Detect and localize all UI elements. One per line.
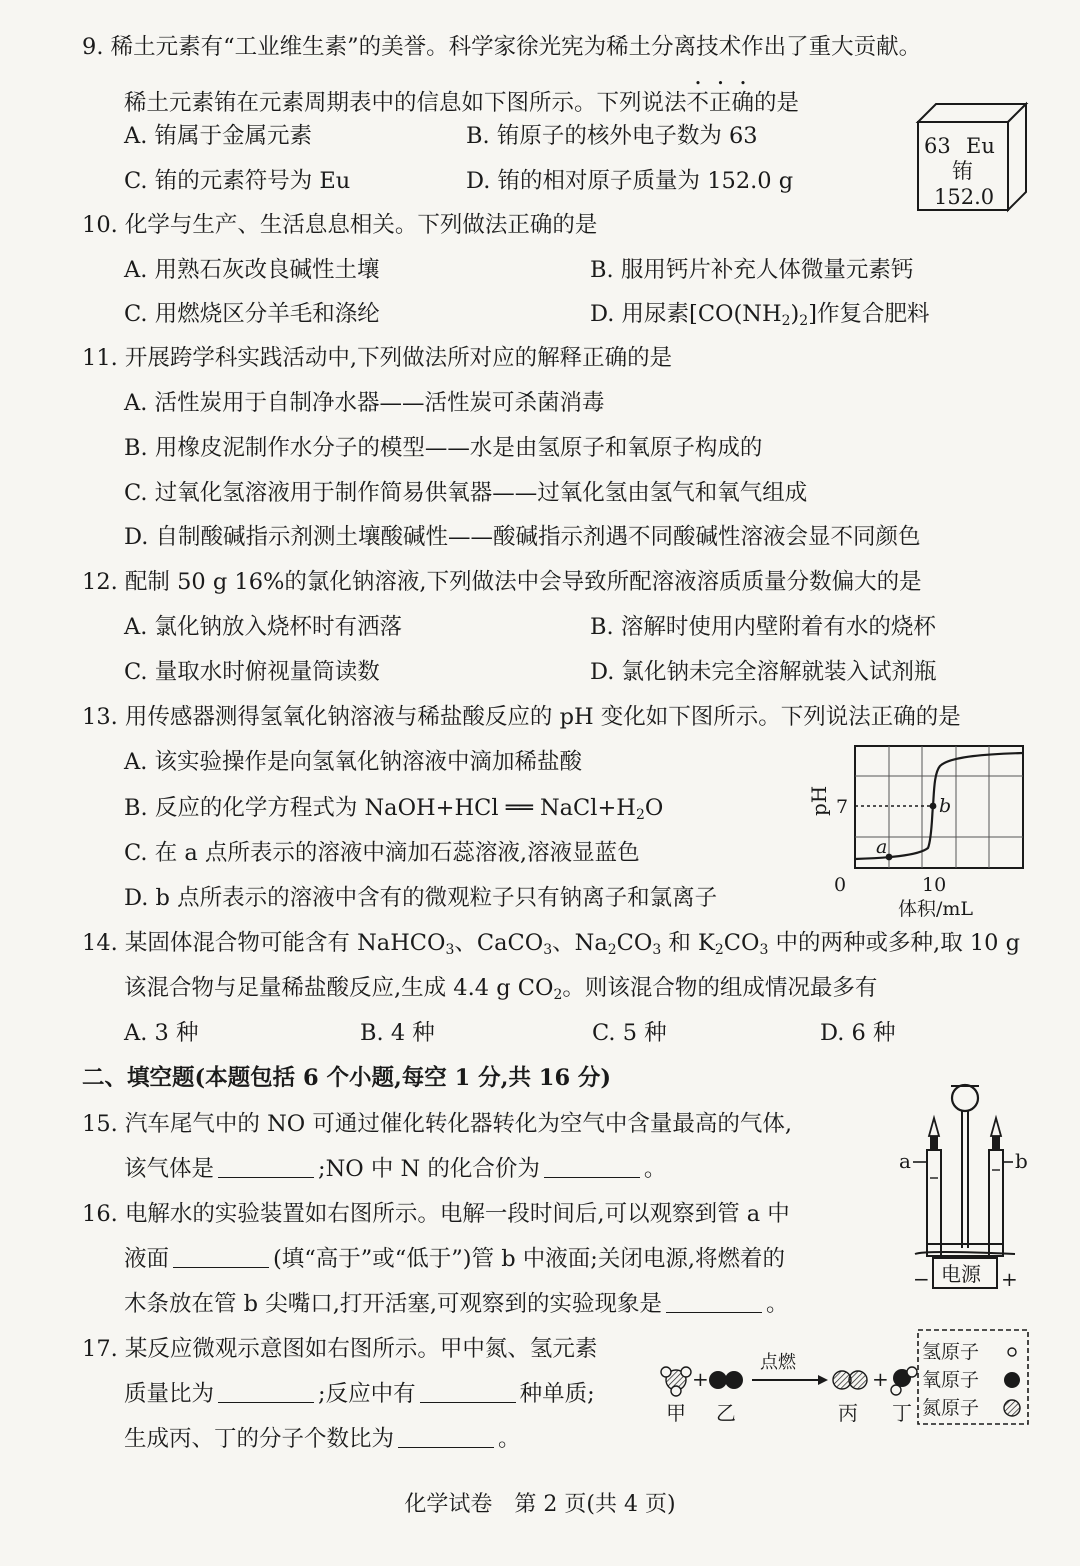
q10-option-b: B. 服用钙片补充人体微量元素钙 <box>590 257 914 283</box>
molecule-yi <box>709 1371 743 1389</box>
point-b-label: b <box>939 795 952 817</box>
q17-l3-text: 生成丙、丁的分子个数比为 <box>124 1426 395 1452</box>
q14-option-d: D. 6 种 <box>820 1020 896 1046</box>
q16-l3-text: 木条放在管 b 尖嘴口,打开活塞,可观察到的实验现象是 <box>124 1291 663 1317</box>
tube-a-label: a <box>899 1149 911 1173</box>
point-a-label: a <box>876 836 888 858</box>
q10-d-sub: 2 <box>781 313 791 329</box>
y-tick-7: 7 <box>836 796 849 818</box>
minus-sign: − <box>913 1267 930 1291</box>
q14-l1-text: 14. 某固体混合物可能含有 NaHCO <box>82 930 446 956</box>
q14-l2-sub: 2 <box>553 987 563 1003</box>
q10-d-text: D. 用尿素[CO(NH <box>590 301 782 327</box>
q14-line2 <box>124 973 877 1003</box>
q16-l2-text: 液面 <box>124 1246 170 1272</box>
q13-option-a: A. 该实验操作是向氢氧化钠溶液中滴加稀盐酸 <box>124 749 583 775</box>
legend-hydrogen: 氢原子 <box>922 1341 980 1363</box>
q9-line2-text: 稀土元素铕在元素周期表中的信息如下图所示。下列说法 <box>124 90 687 116</box>
q17-line1: 17. 某反应微观示意图如右图所示。甲中氮、氢元素 <box>82 1336 598 1362</box>
q17-blank-2[interactable] <box>420 1382 516 1403</box>
q17-line3 <box>124 1424 521 1454</box>
q16-line2 <box>124 1244 785 1274</box>
q16-blank-2[interactable] <box>666 1292 762 1313</box>
q14-sub4: 3 <box>652 942 662 958</box>
element-symbol: Eu <box>966 134 995 158</box>
x-axis-label: 体积/mL <box>898 898 974 920</box>
label-ding: 丁 <box>892 1401 912 1425</box>
q10-option-a: A. 用熟石灰改良碱性土壤 <box>124 257 380 283</box>
legend-oxygen: 氧原子 <box>922 1369 980 1391</box>
molecule-bing <box>833 1371 867 1389</box>
q10-option-d <box>590 299 929 329</box>
q11-option-d: D. 自制酸碱指示剂测土壤酸碱性——酸碱指示剂遇不同酸碱性溶液会显不同颜色 <box>124 524 921 550</box>
q14-sub5: 2 <box>714 942 724 958</box>
q17-line2 <box>124 1379 595 1409</box>
y-axis-label: pH <box>807 785 831 816</box>
q12-option-b: B. 溶解时使用内壁附着有水的烧杯 <box>590 614 936 640</box>
ph-curve-chart <box>800 738 1035 923</box>
q13-option-d: D. b 点所表示的溶液中含有的微观粒子只有钠离子和氯离子 <box>124 885 718 911</box>
label-yi: 乙 <box>716 1401 736 1425</box>
label-bing: 丙 <box>838 1401 858 1425</box>
q15-line1: 15. 汽车尾气中的 NO 可通过催化转化器转化为空气中含量最高的气体, <box>82 1111 793 1137</box>
q14-l1-text4: CO <box>616 930 653 956</box>
power-label: 电源 <box>941 1262 981 1286</box>
q14-line1 <box>82 928 1020 958</box>
q17-l2-text: 质量比为 <box>124 1381 215 1407</box>
q15-blank-2[interactable] <box>544 1157 640 1178</box>
molecule-ding <box>891 1367 917 1395</box>
molecule-jia <box>661 1367 691 1396</box>
electrolysis-apparatus <box>895 1078 1035 1293</box>
q9-option-c: C. 铕的元素符号为 Eu <box>124 168 351 194</box>
q17-blank-1[interactable] <box>218 1382 314 1403</box>
legend-nitrogen: 氮原子 <box>922 1397 980 1419</box>
q13-b-end: O <box>644 795 664 821</box>
q16-l2-text2: (填“高于”或“低于”)管 b 中液面;关闭电源,将燃着的 <box>273 1246 786 1272</box>
q11-stem: 11. 开展跨学科实践活动中,下列做法所对应的解释正确的是 <box>82 345 673 371</box>
tube-b-label: b <box>1015 1149 1028 1173</box>
q15-l2-end: 。 <box>643 1156 667 1182</box>
q9-option-b: B. 铕原子的核外电子数为 63 <box>466 123 758 149</box>
q9-line2 <box>124 77 799 118</box>
q14-option-a: A. 3 种 <box>124 1020 199 1046</box>
q14-l1-text6: CO <box>723 930 760 956</box>
q13-option-c: C. 在 a 点所表示的溶液中滴加石蕊溶液,溶液显蓝色 <box>124 840 640 866</box>
tube-a <box>927 1150 941 1256</box>
q17-l2-end: 种单质; <box>519 1381 595 1407</box>
q12-stem: 12. 配制 50 g 16%的氯化钠溶液,下列做法中会导致所配溶液溶质质量分数偏大的是 <box>82 569 922 595</box>
q13-stem: 13. 用传感器测得氢氧化钠溶液与稀盐酸反应的 pH 变化如下图所示。下列说法正确的是 <box>82 704 961 730</box>
q12-option-d: D. 氯化钠未完全溶解就装入试剂瓶 <box>590 659 937 685</box>
q17-blank-3[interactable] <box>398 1427 494 1448</box>
plus-sign: + <box>1001 1267 1018 1291</box>
q15-line2 <box>124 1154 666 1184</box>
q11-option-b: B. 用橡皮泥制作水分子的模型——水是由氢原子和氧原子构成的 <box>124 435 763 461</box>
q12-option-c: C. 量取水时俯视量筒读数 <box>124 659 380 685</box>
q14-l1-text7: 中的两种或多种,取 10 g <box>768 930 1021 956</box>
q14-l1-text3: 、Na <box>552 930 608 956</box>
q10-stem: 10. 化学与生产、生活息息相关。下列做法正确的是 <box>82 212 598 238</box>
section-2-heading: 二、填空题(本题包括 6 个小题,每空 1 分,共 16 分) <box>82 1065 612 1091</box>
q12-option-a: A. 氯化钠放入烧杯时有洒落 <box>124 614 403 640</box>
element-number: 63 <box>924 134 951 158</box>
q14-option-c: C. 5 种 <box>592 1020 667 1046</box>
q14-sub6: 3 <box>759 942 769 958</box>
q14-sub1: 3 <box>445 942 455 958</box>
q14-l2-text: 该混合物与足量稀盐酸反应,生成 4.4 g CO <box>124 975 554 1001</box>
q13-b-sub: 2 <box>635 807 645 823</box>
q9-option-a: A. 铕属于金属元素 <box>124 123 313 149</box>
q10-d-text3: ]作复合肥料 <box>808 301 930 327</box>
reaction-condition: 点燃 <box>760 1352 796 1373</box>
q13-option-b <box>124 793 663 823</box>
q10-option-c: C. 用燃烧区分羊毛和涤纶 <box>124 301 380 327</box>
element-cell-figure <box>912 100 1032 215</box>
q14-l2-end: 。则该混合物的组成情况最多有 <box>562 975 878 1001</box>
x-origin: 0 <box>834 874 847 896</box>
q16-line1: 16. 电解水的实验装置如右图所示。电解一段时间后,可以观察到管 a 中 <box>82 1201 790 1227</box>
funnel-bulb <box>952 1085 978 1111</box>
element-name: 铕 <box>952 159 973 183</box>
q10-d-text2: ) <box>790 301 800 327</box>
q13-b-text: B. 反应的化学方程式为 NaOH+HCl ══ NaCl+H <box>124 795 636 821</box>
q10-d-sub2: 2 <box>799 313 809 329</box>
q15-l2-text2: ;NO 中 N 的化合价为 <box>318 1156 540 1182</box>
page-footer: 化学试卷 第 2 页(共 4 页) <box>404 1492 676 1517</box>
point-b-dot <box>930 803 937 810</box>
q16-l3-end: 。 <box>766 1291 789 1317</box>
q14-l1-text2: 、CaCO <box>454 930 544 956</box>
q17-l3-end: 。 <box>498 1426 521 1452</box>
q11-option-a: A. 活性炭用于自制净水器——活性炭可杀菌消毒 <box>124 390 605 416</box>
q14-l1-text5: 和 K <box>661 930 715 956</box>
element-mass: 152.0 <box>934 185 995 209</box>
plus-1: + <box>692 1367 709 1391</box>
q11-option-c: C. 过氧化氢溶液用于制作简易供氧器——过氧化氢由氢气和氧气组成 <box>124 480 808 506</box>
q16-line3 <box>124 1289 789 1319</box>
q9-emphasis: 不正确 <box>686 90 755 116</box>
q9-line2-end: 的是 <box>754 90 800 116</box>
q15-blank-1[interactable] <box>218 1157 314 1178</box>
label-jia: 甲 <box>666 1401 686 1425</box>
q15-l2-text: 该气体是 <box>124 1156 215 1182</box>
q14-sub3: 2 <box>607 942 617 958</box>
x-tick-10: 10 <box>922 874 947 896</box>
plus-2: + <box>872 1367 889 1391</box>
micro-reaction-diagram <box>652 1328 1032 1428</box>
q16-blank-1[interactable] <box>173 1247 269 1268</box>
q9-line1: 9. 稀土元素有“工业维生素”的美誉。科学家徐光宪为稀土分离技术作出了重大贡献。 <box>82 34 922 60</box>
tube-b <box>989 1150 1003 1256</box>
q14-sub2: 3 <box>543 942 553 958</box>
q17-l2-text2: ;反应中有 <box>318 1381 416 1407</box>
q9-option-d: D. 铕的相对原子质量为 152.0 g <box>466 168 794 194</box>
q14-option-b: B. 4 种 <box>360 1020 435 1046</box>
